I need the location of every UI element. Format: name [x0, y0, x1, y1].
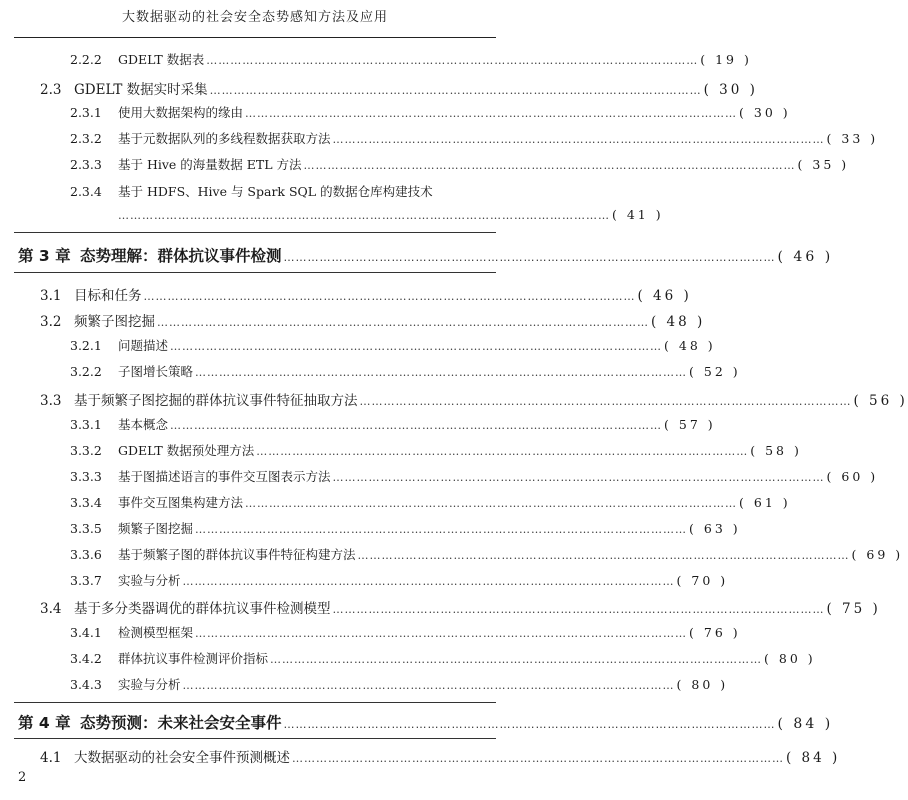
- toc-entry[interactable]: [70, 649, 816, 667]
- toc-entry-number: 2.3.4: [70, 184, 102, 199]
- toc-entry-number: 3.3.3: [70, 469, 102, 484]
- toc-entry-page: ( 63 ): [689, 521, 741, 536]
- chapter-rule: [14, 702, 496, 703]
- toc-entry-title: 群体抗议事件检测评价指标: [118, 651, 269, 666]
- toc-entry[interactable]: [70, 103, 791, 121]
- toc-entry-page: ( 60 ): [826, 469, 879, 484]
- toc-entry-title: 使用大数据架构的缘由: [118, 105, 244, 120]
- toc-entry-page: ( 48 ): [651, 314, 706, 330]
- toc-entry[interactable]: [70, 362, 741, 380]
- toc-entry[interactable]: [40, 597, 881, 617]
- toc-entry-page: ( 52 ): [689, 364, 741, 379]
- toc-entry-page: ( 30 ): [739, 105, 791, 120]
- toc-entry-title: 子图增长策略: [118, 364, 194, 379]
- page-number: 2: [18, 770, 27, 785]
- toc-entry[interactable]: [40, 310, 706, 330]
- toc-entry[interactable]: [70, 129, 879, 147]
- toc-leader-dots: ……………………………………………………………………………………………………………: [270, 653, 763, 666]
- toc-entry-title: 事件交互图集构建方法: [118, 495, 244, 510]
- toc-leader-dots: ……………………………………………………………………………………………………………: [332, 603, 825, 616]
- toc-entry-page: ( 84 ): [786, 750, 841, 766]
- toc-entry[interactable]: [70, 336, 716, 354]
- toc-leader-dots: ……………………………………………………………………………………………………………: [245, 107, 738, 120]
- toc-leader-dots: ……………………………………………………………………………………………………………: [359, 395, 852, 408]
- chapter-rule: [14, 232, 496, 233]
- toc-entry-number: 3.4: [40, 601, 62, 617]
- toc-entry-page: ( 41 ): [612, 207, 664, 222]
- toc-entry[interactable]: [70, 675, 729, 693]
- toc-entry-number: 2.3.3: [70, 157, 102, 172]
- toc-entry-number: 3.3.1: [70, 417, 102, 432]
- toc-entry-number: 3.4.3: [70, 677, 102, 692]
- toc-entry-title: GDELT 数据预处理方法: [118, 443, 255, 458]
- toc-entry[interactable]: [70, 545, 904, 563]
- toc-entry[interactable]: [70, 493, 791, 511]
- toc-entry-page: ( 46 ): [637, 288, 692, 304]
- toc-entry-page: ( 56 ): [853, 393, 908, 409]
- toc-chapter-entry[interactable]: [18, 244, 834, 266]
- toc-leader-dots: ……………………………………………………………………………………………………………: [283, 251, 776, 264]
- toc-entry[interactable]: [70, 415, 716, 433]
- toc-entry-title: 频繁子图挖掘: [74, 314, 155, 330]
- toc-leader-dots: ……………………………………………………………………………………………………………: [195, 523, 688, 536]
- toc-entry-title: 实验与分析: [118, 677, 181, 692]
- toc-entry-title: 基于 Hive 的海量数据 ETL 方法: [118, 157, 302, 172]
- toc-entry-number: 2.3.1: [70, 105, 102, 120]
- toc-entry[interactable]: [70, 571, 729, 589]
- toc-entry-page: ( 35 ): [797, 157, 850, 172]
- toc-leader-dots: ……………………………………………………………………………………………………………: [182, 679, 675, 692]
- toc-leader-dots: ……………………………………………………………………………………………………………: [143, 290, 636, 303]
- toc-entry-number: 第 3 章: [18, 247, 71, 265]
- toc-entry-number: 3.3.4: [70, 495, 102, 510]
- running-header: 大数据驱动的社会安全态势感知方法及应用: [121, 10, 388, 25]
- toc-entry-number: 3.2: [40, 314, 62, 330]
- toc-entry-page: ( 75 ): [826, 601, 881, 617]
- toc-entry-page: ( 80 ): [764, 651, 816, 666]
- toc-leader-dots: ……………………………………………………………………………………………………………: [332, 471, 825, 484]
- toc-entry[interactable]: [70, 519, 741, 537]
- toc-entry[interactable]: [40, 389, 908, 409]
- toc-entry-title: 基于多分类器调优的群体抗议事件检测模型: [74, 601, 331, 617]
- toc-entry-title: 问题描述: [118, 338, 169, 353]
- toc-entry-page: ( 70 ): [676, 573, 729, 588]
- toc-entry-number: 3.4.2: [70, 651, 102, 666]
- toc-entry-number: 4.1: [40, 750, 62, 766]
- toc-entry[interactable]: [40, 284, 692, 304]
- toc-entry-page: ( 69 ): [851, 547, 904, 562]
- toc-leader-dots: ……………………………………………………………………………………………………………: [195, 366, 688, 379]
- toc-entry-page: ( 48 ): [664, 338, 716, 353]
- toc-entry-number: 3.3.7: [70, 573, 102, 588]
- toc-leader-dots: ……………………………………………………………………………………………………………: [209, 84, 702, 97]
- toc-leader-dots: ……………………………………………………………………………………………………………: [182, 575, 675, 588]
- toc-entry-title: 基本概念: [118, 417, 169, 432]
- toc-leader-dots: ……………………………………………………………………………………………………………: [170, 340, 663, 353]
- toc-entry-title: 大数据驱动的社会安全事件预测概述: [74, 750, 290, 766]
- toc-entry-title: GDELT 数据表: [118, 52, 205, 67]
- toc-entry-number: 3.2.1: [70, 338, 102, 353]
- toc-entry-title: 基于频繁子图挖掘的群体抗议事件特征抽取方法: [74, 393, 358, 409]
- toc-entry-continuation: [118, 207, 664, 222]
- toc-entry-page: ( 61 ): [739, 495, 791, 510]
- toc-leader-dots: ……………………………………………………………………………………………………………: [170, 419, 663, 432]
- toc-entry-number: 3.3: [40, 393, 62, 409]
- toc-entry-number: 2.3: [40, 82, 62, 98]
- toc-entry-page: ( 19 ): [700, 52, 752, 67]
- toc-entry-title: 基于元数据队列的多线程数据获取方法: [118, 131, 331, 146]
- toc-entry-page: ( 30 ): [703, 82, 758, 98]
- toc-entry[interactable]: [70, 623, 741, 641]
- toc-entry[interactable]: [70, 50, 752, 68]
- toc-entry-title: 目标和任务: [74, 288, 142, 304]
- toc-entry-title: 基于频繁子图的群体抗议事件特征构建方法: [118, 547, 356, 562]
- toc-entry-title: 基于 HDFS、Hive 与 Spark SQL 的数据仓库构建技术: [118, 184, 433, 199]
- toc-entry-page: ( 80 ): [676, 677, 729, 692]
- toc-entry-title: GDELT 数据实时采集: [74, 82, 208, 98]
- toc-entry[interactable]: [70, 441, 802, 459]
- toc-entry-page: ( 58 ): [750, 443, 802, 458]
- toc-entry-title: 态势预测：未来社会安全事件: [80, 714, 282, 732]
- toc-entry[interactable]: [70, 182, 496, 200]
- toc-leader-dots: ……………………………………………………………………………………………………………: [206, 54, 699, 67]
- toc-entry-page: ( 76 ): [689, 625, 741, 640]
- toc-entry-number: 3.3.5: [70, 521, 102, 536]
- toc-leader-dots: ……………………………………………………………………………………………………………: [157, 316, 649, 329]
- toc-entry-page: ( 33 ): [826, 131, 879, 146]
- toc-leader-dots: ……………………………………………………………………………………………………………: [292, 752, 784, 765]
- toc-entry[interactable]: [40, 78, 758, 98]
- toc-entry-title: 检测模型框架: [118, 625, 194, 640]
- toc-leader-dots: ……………………………………………………………………………………………………………: [303, 159, 796, 172]
- toc-entry-page: ( 57 ): [664, 417, 716, 432]
- chapter-rule: [14, 272, 496, 273]
- toc-entry-number: 2.3.2: [70, 131, 102, 146]
- toc-entry-title: 态势理解：群体抗议事件检测: [80, 247, 282, 265]
- toc-entry-number: 3.3.2: [70, 443, 102, 458]
- toc-entry-number: 2.2.2: [70, 52, 102, 67]
- toc-entry-number: 3.3.6: [70, 547, 102, 562]
- toc-chapter-entry[interactable]: [18, 711, 834, 733]
- toc-leader-dots: ……………………………………………………………………………………………………………: [283, 718, 776, 731]
- toc-entry-number: 3.1: [40, 288, 62, 304]
- toc-leader-dots: ……………………………………………………………………………………………………………: [245, 497, 738, 510]
- toc-leader-dots: ……………………………………………………………………………………………………………: [357, 549, 850, 562]
- toc-entry-number: 3.2.2: [70, 364, 102, 379]
- toc-entry-page: ( 84 ): [777, 716, 834, 732]
- toc-entry-number: 第 4 章: [18, 714, 71, 732]
- toc-entry[interactable]: [70, 467, 879, 485]
- toc-leader-dots: ……………………………………………………………………………………………………………: [332, 133, 825, 146]
- toc-entry[interactable]: [70, 155, 850, 173]
- toc-entry-title: 频繁子图挖掘: [118, 521, 194, 536]
- toc-entry-page: ( 46 ): [777, 249, 834, 265]
- toc-entry-title: 实验与分析: [118, 573, 181, 588]
- toc-leader-dots: ……………………………………………………………………………………………………………: [256, 445, 749, 458]
- toc-leader-dots: ……………………………………………………………………………………………………………: [195, 627, 688, 640]
- toc-entry[interactable]: [40, 746, 841, 766]
- toc-entry-number: 3.4.1: [70, 625, 102, 640]
- toc-entry-title: 基于图描述语言的事件交互图表示方法: [118, 469, 331, 484]
- chapter-rule: [14, 738, 496, 739]
- toc-leader-dots: ……………………………………………………………………………………………………………: [118, 209, 610, 222]
